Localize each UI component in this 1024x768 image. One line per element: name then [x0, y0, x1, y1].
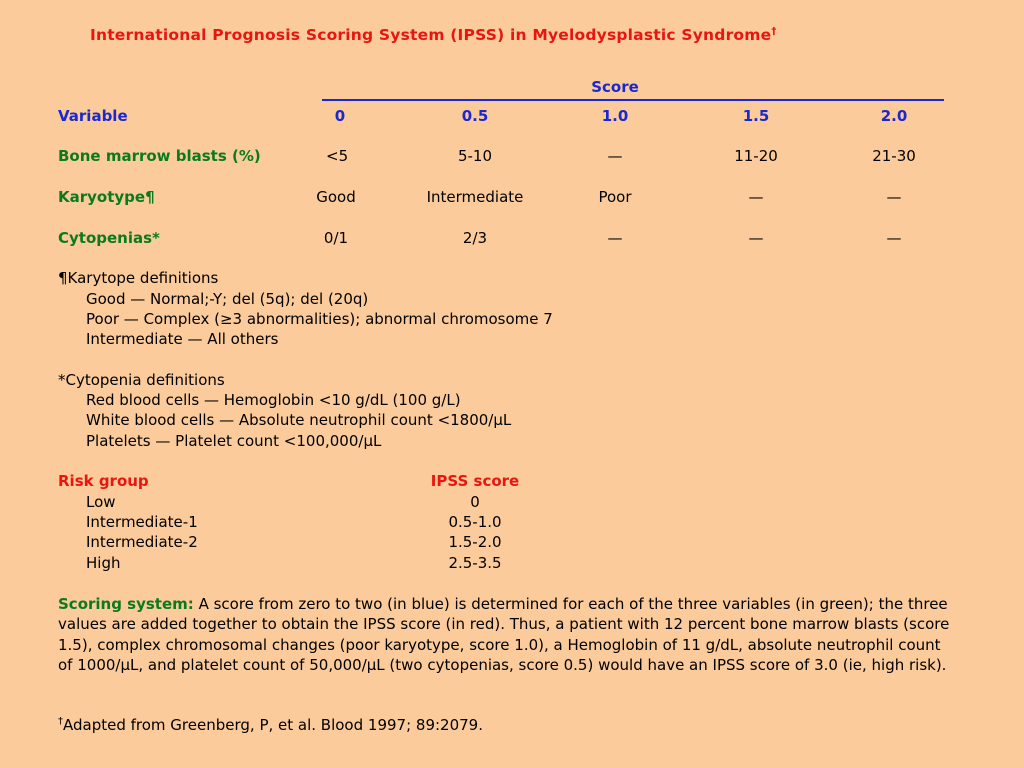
row-karyotype-val-0: Good	[316, 188, 356, 206]
ipss-score-header: IPSS score	[430, 472, 520, 490]
score-col-1: 0.5	[461, 107, 489, 125]
risk-group-int1: Intermediate-1	[86, 513, 198, 531]
risk-group-int2: Intermediate-2	[86, 533, 198, 551]
scoring-paragraph	[58, 594, 958, 675]
row-label-karyotype: Karyotype¶	[58, 188, 155, 206]
score-col-3: 1.5	[742, 107, 770, 125]
karyotype-def-poor: Poor — Complex (≥3 abnormalities); abnormal chromosome 7	[86, 310, 553, 328]
risk-score-high: 2.5-3.5	[448, 554, 502, 572]
cytopenia-defs-heading: *Cytopenia definitions	[58, 371, 225, 389]
page-title-text: International Prognosis Scoring System (IPSS) in Myelodysplastic Syndrome	[90, 26, 772, 45]
row-karyotype-val-1: Intermediate	[426, 188, 524, 206]
cytopenia-def-platelets: Platelets — Platelet count <100,000/µL	[86, 432, 382, 450]
title-dagger: †	[771, 26, 777, 37]
cytopenia-def-rbc: Red blood cells — Hemoglobin <10 g/dL (100 g/L)	[86, 391, 461, 409]
row-blasts-val-3: 11-20	[734, 147, 778, 165]
row-label-blasts: Bone marrow blasts (%)	[58, 147, 261, 165]
row-cytopenias-val-2: —	[607, 229, 623, 247]
score-col-4: 2.0	[880, 107, 908, 125]
page-title	[90, 26, 777, 44]
score-col-2: 1.0	[601, 107, 629, 125]
row-karyotype-val-3: —	[748, 188, 764, 206]
row-cytopenias-val-3: —	[748, 229, 764, 247]
row-karyotype-val-2: Poor	[598, 188, 632, 206]
risk-score-low: 0	[470, 493, 480, 511]
variable-header: Variable	[58, 107, 128, 125]
row-cytopenias-val-1: 2/3	[462, 229, 488, 247]
cytopenia-def-wbc: White blood cells — Absolute neutrophil count <1800/µL	[86, 411, 512, 429]
risk-group-low: Low	[86, 493, 116, 511]
risk-score-int1: 0.5-1.0	[448, 513, 502, 531]
score-underline	[322, 99, 944, 101]
risk-group-high: High	[86, 554, 121, 572]
score-col-0: 0	[334, 107, 346, 125]
row-blasts-val-0: <5	[326, 147, 349, 165]
scoring-label: Scoring system:	[58, 595, 194, 613]
row-blasts-val-1: 5-10	[457, 147, 493, 165]
karyotype-def-intermediate: Intermediate — All others	[86, 330, 279, 348]
row-blasts-val-2: —	[607, 147, 623, 165]
row-label-cytopenias: Cytopenias*	[58, 229, 160, 247]
scoring-text: A score from zero to two (in blue) is determined for each of the three variables (in green); the three values are added together to obtain the IPSS score (in red). Thus, a patient with 12 percent bone marrow blasts (score 1.5), complex chromosomal changes (poor karyotype, score 1.0), a Hemoglobin of 11 g/dL, absolute neutrophil count of 1000/µL, and platelet count of 50,000/µL (two cytopenias, score 0.5) would have an IPSS score of 3.0 (ie, high risk).	[58, 595, 950, 674]
row-karyotype-val-4: —	[886, 188, 902, 206]
risk-score-int2: 1.5-2.0	[448, 533, 502, 551]
row-cytopenias-val-4: —	[886, 229, 902, 247]
score-header: Score	[591, 78, 639, 96]
risk-group-header: Risk group	[58, 472, 149, 490]
footnote-dagger: †	[58, 716, 63, 727]
footnote	[58, 716, 483, 734]
row-cytopenias-val-0: 0/1	[323, 229, 349, 247]
row-blasts-val-4: 21-30	[872, 147, 916, 165]
karyotype-def-good: Good — Normal;-Y; del (5q); del (20q)	[86, 290, 369, 308]
footnote-text: Adapted from Greenberg, P, et al. Blood 1997; 89:2079.	[63, 716, 483, 734]
karyotype-defs-heading: ¶Karytope definitions	[58, 269, 219, 287]
